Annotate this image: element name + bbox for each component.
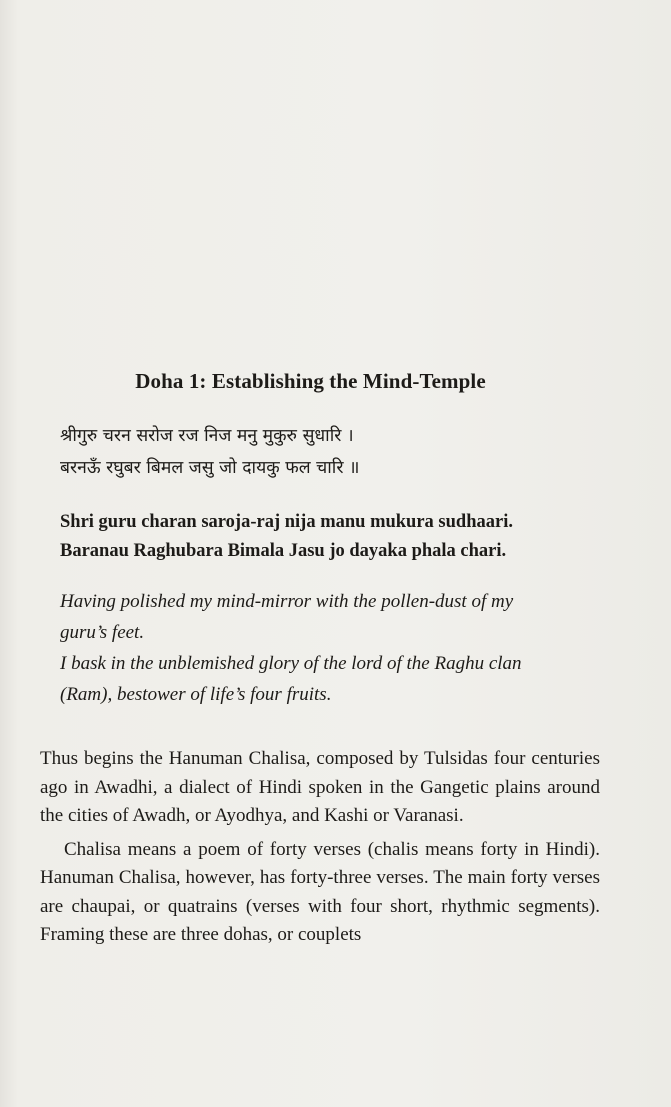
paragraph-2: Chalisa means a poem of forty verses (chalis means forty in Hindi). Hanuman Chalisa, however, has forty-three verses. The main forty verses are chaupai, or quatrains (verses with four short, rhythmic segments). Framing these are three dohas, or couplets [40,838,600,945]
body-text [40,745,600,950]
english-translation [60,586,600,710]
devanagari-verse [60,420,620,484]
transliteration-line-2: Baranau Raghubara Bimala Jasu jo dayaka phala chari. [60,541,507,561]
paragraph-1: Thus begins the Hanuman Chalisa, composed by Tulsidas four centuries ago in Awadhi, a dialect of Hindi spoken in the Gangetic plains around the cities of Awadh, or Ayodhya, and Kashi or Varanasi. [40,748,600,826]
transliteration-line-1: Shri guru charan saroja-raj nija manu mukura sudhaari. [60,512,513,532]
translation-line-3: I bask in the unblemished glory of the lord of the Raghu clan [60,653,522,674]
translation-line-1: Having polished my mind-mirror with the pollen-dust of my [60,591,514,612]
section-heading: Doha 1: Establishing the Mind-Temple [135,369,486,394]
translation-line-4: (Ram), bestower of life’s four fruits. [60,684,332,705]
translation-line-2: guru’s feet. [60,622,145,643]
devanagari-line-2: बरनऊँ रघुबर बिमल जसु जो दायकु फल चारि ॥ [60,458,360,478]
devanagari-line-1: श्रीगुरु चरन सरोज रज निज मनु मुकुरु सुधारि । [60,426,354,446]
transliterated-verse [60,508,640,566]
